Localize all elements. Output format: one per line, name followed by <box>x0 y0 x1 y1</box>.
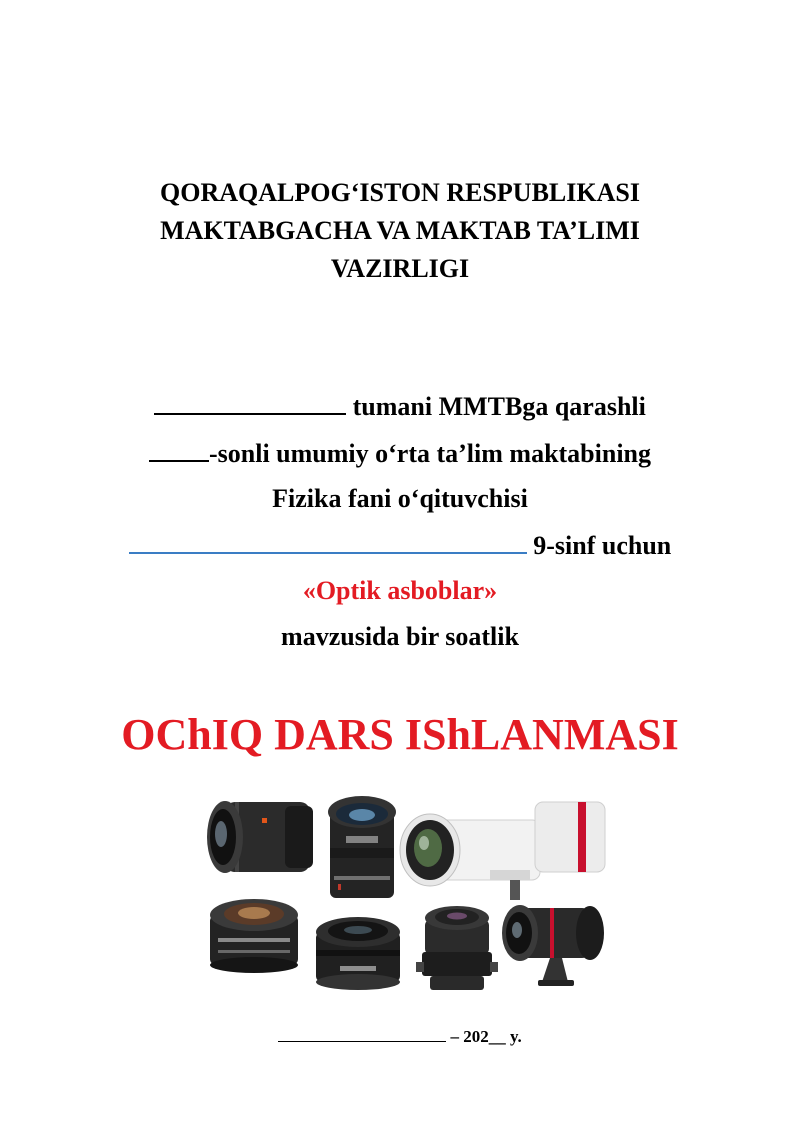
tilt-shift-lens-icon <box>416 906 498 990</box>
ministry-line-1: QORAQALPOG‘ISTON RESPUBLIKASI <box>160 178 640 207</box>
district-blank <box>154 391 346 415</box>
grade-text: 9-sinf uchun <box>526 531 672 560</box>
prime-lens-icon <box>316 917 400 990</box>
date-line <box>0 1027 800 1047</box>
school-number-text: -sonli umumiy o‘rta ta’lim maktabining <box>208 439 652 468</box>
school-number-line <box>0 438 800 469</box>
fisheye-lens-icon <box>210 899 298 973</box>
teacher-name-blank <box>129 530 527 554</box>
district-text: tumani MMTBga qarashli <box>346 392 646 421</box>
ministry-line-2: MAKTABGACHA VA MAKTAB TA’LIMI <box>160 216 640 245</box>
camera-lens-icon <box>207 801 313 873</box>
district-line <box>0 391 800 422</box>
lesson-line: mavzusida bir soatlik <box>281 622 519 651</box>
teacher-line: Fizika fani o‘qituvchisi <box>272 484 528 513</box>
page-title: OChIQ DARS IShLANMASI <box>121 710 679 759</box>
macro-lens-icon <box>502 905 604 986</box>
grade-line <box>0 530 800 561</box>
lenses-illustration <box>190 790 610 1000</box>
topic-line: «Optik asboblar» <box>302 576 498 605</box>
date-text: – 202__ y. <box>446 1027 522 1046</box>
place-blank <box>278 1027 446 1042</box>
wide-angle-lens-icon <box>328 796 396 898</box>
school-number-blank <box>149 438 209 462</box>
ministry-line-3: VAZIRLIGI <box>330 254 470 283</box>
telephoto-lens-icon <box>400 802 605 900</box>
